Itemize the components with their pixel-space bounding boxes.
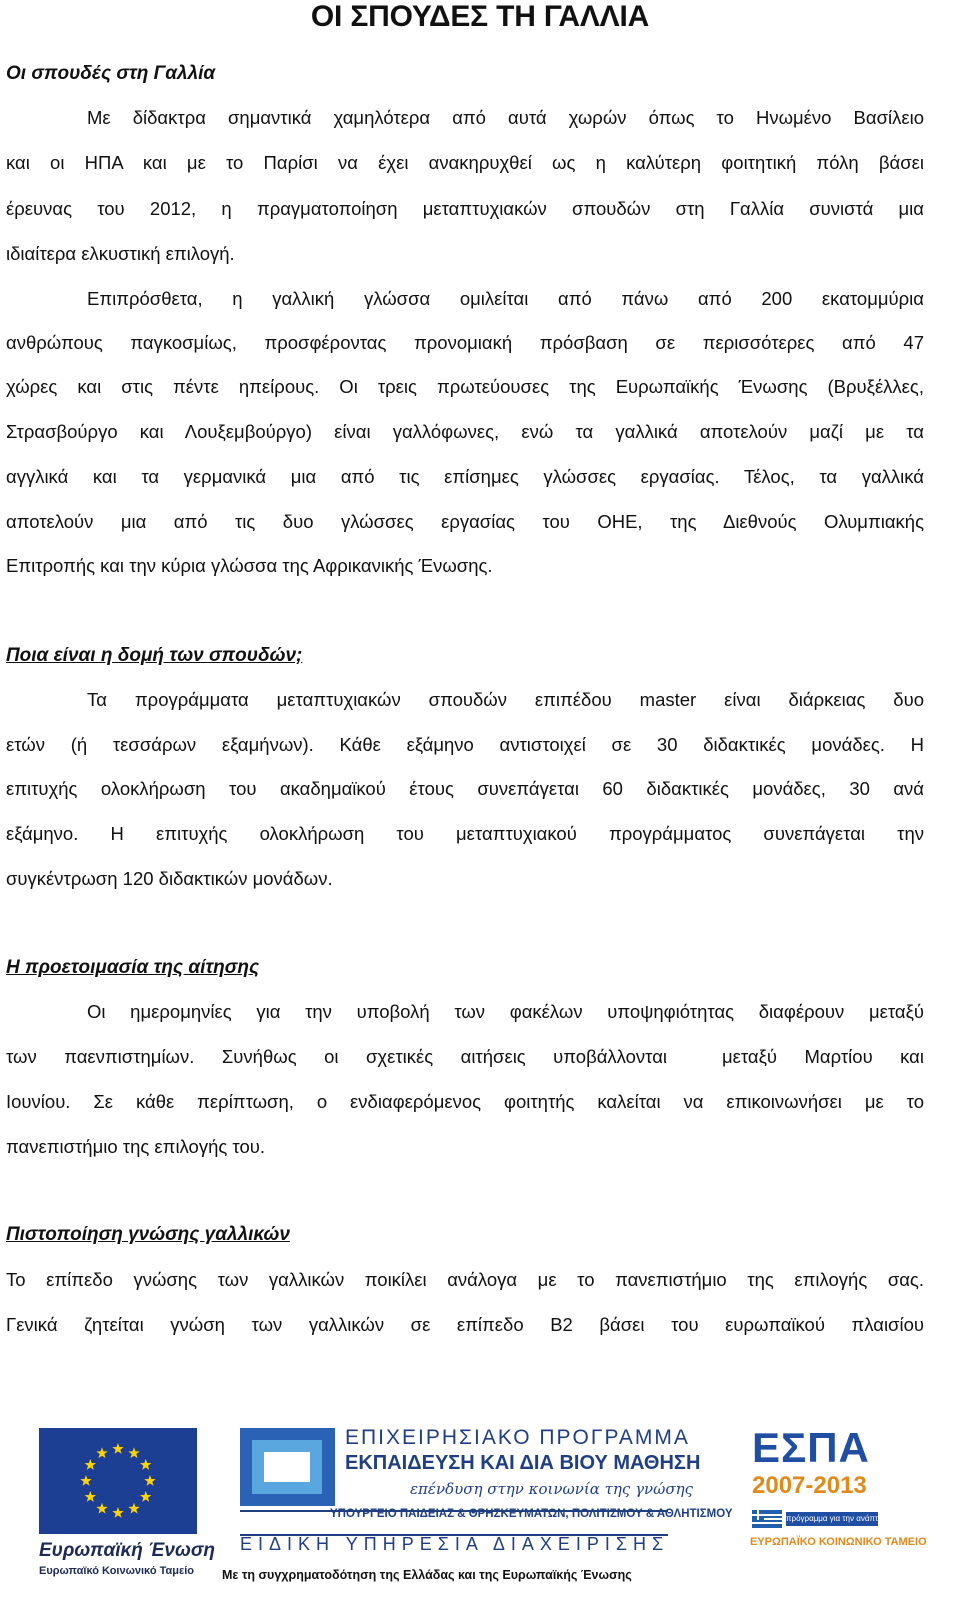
authority-name: ΕΙΔΙΚΗ ΥΠΗΡΕΣΙΑ ΔΙΑΧΕΙΡΙΣΗΣ [240,1534,670,1554]
paragraph-line: Στρασβούργο και Λουξεμβούργο) είναι γαλλόφωνες, ενώ τα γαλλικά αποτελούν μαζί με τα [6,421,924,442]
paragraph-line: έρευνας του 2012, η πραγματοποίηση μεταπτυχιακών σπουδών στη Γαλλία συνιστά μια [6,198,924,219]
ministry-name: ΥΠΟΥΡΓΕΙΟ ΠΑΙΔΕΙΑΣ & ΘΡΗΣΚΕΥΜΑΤΩΝ, ΠΟΛΙΤΙΣΜΟΥ & ΑΘΛΗΤΙΣΜΟΥ [330,1508,733,1520]
footer-logos [0,1420,960,1621]
paragraph-line: των παενπιστημίων. Συνήθως οι σχετικές αιτήσεις υποβάλλονται μεταξύ Μαρτίου και [6,1046,924,1067]
espa-logo: ΕΣΠΑ [752,1424,870,1471]
eu-name: Ευρωπαϊκή Ένωση [39,1540,216,1561]
paragraph-line: Επιπρόσθετα, η γαλλική γλώσσα ομιλείται από πάνω από 200 εκατομμύρια [87,288,924,309]
program-motto: επένδυση στην κοινωνία της γνώσης [410,1480,694,1498]
paragraph-line: Με δίδακτρα σημαντικά χαμηλότερα από αυτά χωρών όπως το Ηνωμένο Βασίλειο [87,107,924,128]
paragraph-line: αποτελούν μια από τις δυο γλώσσες εργασίας του ΟΗΕ, της Διεθνούς Ολυμπιακής [6,511,924,532]
paragraph-line: Το επίπεδο γνώσης των γαλλικών ποικίλει ανάλογα με το πανεπιστήμιο της επιλογής σας. [6,1269,924,1290]
program-title: ΕΠΙΧΕΙΡΗΣΙΑΚΟ ΠΡΟΓΡΑΜΜΑ [345,1426,690,1449]
paragraph-line: ανθρώπους παγκοσμίως, προσφέροντας προνομιακή πρόσβαση σε περισσότερες από 47 [6,332,924,353]
paragraph-line: πανεπιστήμιο της επιλογής του. [6,1136,265,1157]
section-heading-intro: Οι σπουδές στη Γαλλία [6,63,216,84]
section-heading-language: Πιστοποίηση γνώσης γαλλικών [6,1224,290,1245]
cofinance-note: Με τη συγχρηματοδότηση της Ελλάδας και της Ευρωπαϊκής Ένωσης [222,1568,632,1582]
paragraph-line: Επιτροπής και την κύρια γλώσσα της Αφρικανικής Ένωσης. [6,555,493,576]
eu-fund-name: Ευρωπαϊκό Κοινωνικό Ταμείο [39,1565,194,1577]
espa-tagline: πρόγραμμα για την ανάπτυξη [786,1512,878,1526]
page-title: ΟΙ ΣΠΟΥΔΕΣ ΤΗ ΓΑΛΛΙΑ [310,0,650,33]
paragraph-line: Γενικά ζητείται γνώση των γαλλικών σε επίπεδο Β2 βάσει του ευρωπαϊκού πλαισίου [6,1314,924,1335]
paragraph-line: εξάμηνο. Η επιτυχής ολοκλήρωση του μεταπτυχιακού προγράμματος συνεπάγεται την [6,823,924,844]
espa-years: 2007-2013 [752,1472,867,1499]
paragraph-line: συγκέντρωση 120 διδακτικών μονάδων. [6,868,333,889]
paragraph-line: Τα προγράμματα μεταπτυχιακών σπουδών επιπέδου master είναι διάρκειας δυο [87,689,924,710]
paragraph-line: επιτυχής ολοκλήρωση του ακαδημαϊκού έτους συνεπάγεται 60 διδακτικές μονάδες, 30 ανά [6,778,924,799]
section-heading-structure: Ποια είναι η δομή των σπουδών; [6,645,303,666]
paragraph-line: χώρες και στις πέντε ηπείρους. Οι τρεις πρωτεύουσες της Ευρωπαϊκής Ένωσης (Βρυξέλλες, [6,376,924,397]
paragraph-line: αγγλικά και τα γερμανικά μια από τις επίσημες γλώσσες εργασίας. Τέλος, τα γαλλικά [6,466,924,487]
eu-flag-icon [39,1428,197,1534]
program-subtitle: ΕΚΠΑΙΔΕΥΣΗ ΚΑΙ ΔΙΑ ΒΙΟΥ ΜΑΘΗΣΗ [345,1452,701,1474]
paragraph-line: ιδιαίτερα ελκυστική επιλογή. [6,243,235,264]
paragraph-line: ετών (ή τεσσάρων εξαμήνων). Κάθε εξάμηνο αντιστοιχεί σε 30 διδακτικές μονάδες. Η [6,734,924,755]
greek-flag-icon [752,1510,782,1528]
paragraph-line: Ιουνίου. Σε κάθε περίπτωση, ο ενδιαφερόμενος φοιτητής καλείται να επικοινωνήσει με το [6,1091,924,1112]
paragraph-line: και οι ΗΠΑ και με το Παρίσι να έχει ανακηρυχθεί ως η καλύτερη φοιτητική πόλη βάσει [6,152,924,173]
paragraph-line: Οι ημερομηνίες για την υποβολή των φακέλων υποψηφιότητας διαφέρουν μεταξύ [87,1001,924,1022]
section-heading-application: Η προετοιμασία της αίτησης [6,957,260,978]
espa-fund-name: ΕΥΡΩΠΑΪΚΟ ΚΟΙΝΩΝΙΚΟ ΤΑΜΕΙΟ [750,1536,927,1548]
